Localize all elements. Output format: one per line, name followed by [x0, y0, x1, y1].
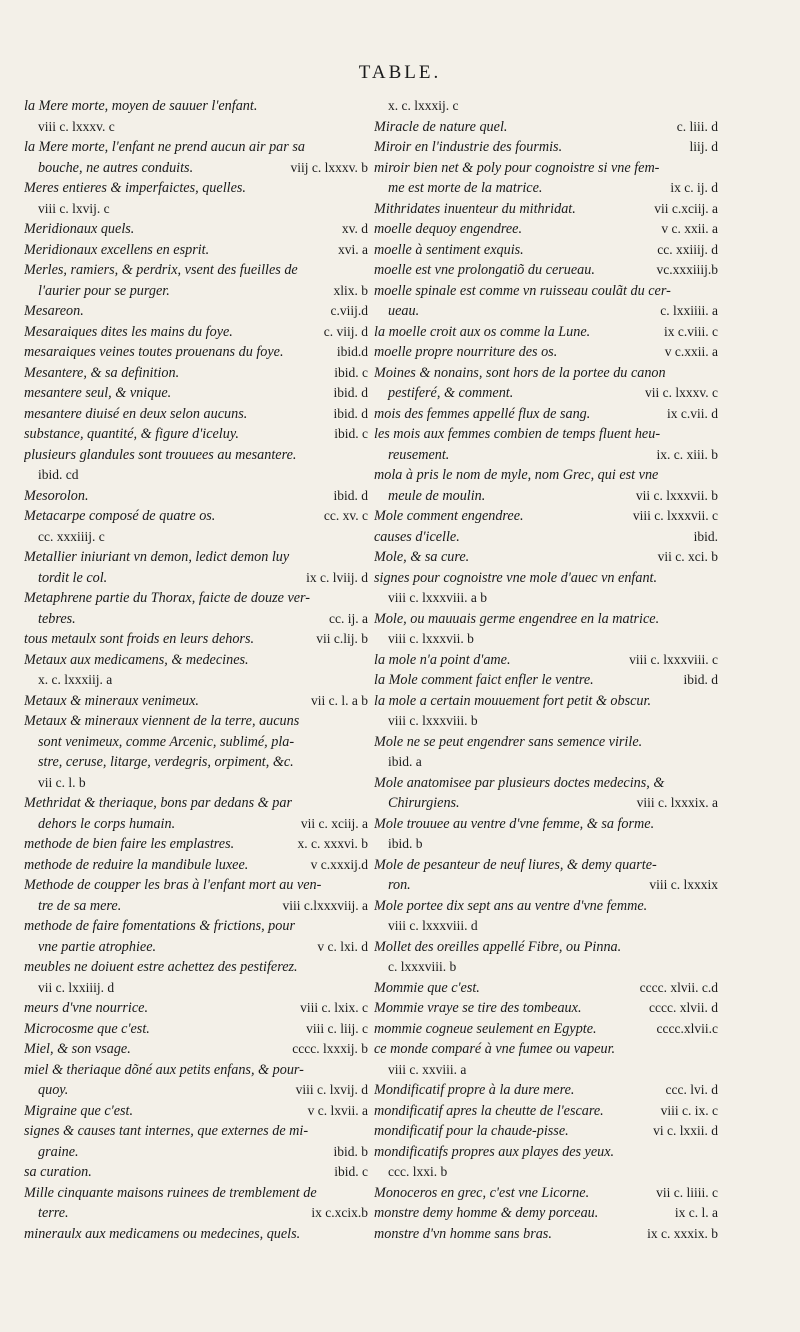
index-entry	[374, 137, 718, 158]
index-entry	[24, 445, 368, 486]
entry-text: terre.	[38, 1205, 69, 1221]
entry-text: les mois aux femmes combien de temps fluent heu-	[374, 426, 661, 442]
page-reference: v c. lxi. d	[313, 937, 368, 958]
entry-text: methode de bien faire les emplastres.	[24, 836, 235, 852]
entry-text: Chirurgiens.	[388, 795, 460, 811]
page-reference: xvi. a	[334, 240, 368, 261]
entry-text: Methode de coupper les bras à l'enfant mort au ven-	[24, 877, 322, 893]
page-reference: viii c. lxxxv. c	[38, 118, 115, 134]
page-reference: viii c. lxxxviii. a b	[388, 590, 487, 605]
index-entry	[374, 158, 718, 199]
page-reference: ibid.d	[333, 342, 368, 363]
entry-text: Mole de pesanteur de neuf liures, & demy quarte-	[374, 856, 657, 873]
page-reference: cccc.xlvii.c	[653, 1019, 718, 1040]
entry-text: la Mole comment faict enfler le ventre.	[374, 672, 594, 688]
index-entry	[24, 404, 368, 425]
page-reference: viii c. lxix. c	[296, 998, 368, 1019]
index-entry	[24, 506, 368, 527]
entry-text: Mondificatif propre à la dure mere.	[374, 1082, 575, 1098]
page-reference: viii c. lxvij. d	[292, 1080, 368, 1101]
index-entry	[374, 691, 718, 732]
page-reference: vii c. xci. b	[654, 547, 718, 568]
entry-text: Meres entieres & imperfaictes, quelles.	[24, 180, 246, 196]
page-reference: viii c. ix. c	[657, 1101, 718, 1122]
index-entry	[24, 363, 368, 384]
entry-text: Metaux & mineraux viennent de la terre, aucuns	[24, 713, 300, 729]
page-reference: ix c.viii. c	[660, 322, 718, 343]
index-entry	[24, 998, 368, 1019]
index-entry	[24, 957, 368, 998]
entry-text: mondificatif apres la cheutte de l'escare.	[374, 1102, 604, 1119]
page-reference: v c. lxvii. a	[304, 1101, 368, 1122]
page-reference: ix c. ij. d	[666, 178, 718, 199]
index-entry	[374, 670, 718, 691]
entry-text: me est morte de la matrice.	[388, 180, 543, 196]
index-entry	[24, 834, 368, 855]
entry-text: Moines & nonains, sont hors de la portee du canon	[374, 364, 666, 381]
index-entry	[374, 1019, 718, 1040]
entry-text: la Mere morte, moyen de sauuer l'enfant.	[24, 98, 258, 114]
page-reference: ix c.vii. d	[663, 404, 718, 425]
page-reference: ccc. lxxi. b	[388, 1164, 448, 1179]
page-reference: vc.xxxiiij.b	[653, 260, 719, 281]
entry-text: causes d'icelle.	[374, 528, 460, 545]
page-reference: ix c. xxxix. b	[643, 1224, 718, 1245]
page-reference: ibid. cd	[38, 467, 79, 482]
index-entry	[374, 814, 718, 855]
index-entry	[24, 1060, 368, 1101]
entry-text: Metaux & mineraux venimeux.	[24, 692, 199, 709]
entry-text: reusement.	[388, 446, 450, 463]
entry-text: mommie cogneue seulement en Egypte.	[374, 1020, 597, 1037]
page-reference: ccc. lvi. d	[662, 1080, 718, 1101]
entry-text: Metaphrene partie du Thorax, faicte de douze ver-	[24, 590, 311, 606]
entry-text: sa curation.	[24, 1164, 92, 1180]
index-entry	[24, 1162, 368, 1183]
index-entry	[24, 875, 368, 916]
page-reference: viii c. lxxxviii. d	[388, 918, 478, 933]
entry-text: mola à pris le nom de myle, nom Grec, qui est vne	[374, 467, 659, 483]
index-entry	[374, 240, 718, 261]
entry-text: stre, ceruse, litarge, verdegris, orpiment, &c.	[38, 754, 294, 770]
page-reference: cc. xxxiiij. c	[38, 528, 105, 544]
index-entry	[24, 527, 368, 548]
page-reference: ibid. b	[329, 1142, 368, 1163]
index-entry	[374, 117, 718, 138]
entry-text: Meridionaux excellens en esprit.	[24, 241, 210, 258]
entry-text: substance, quantité, & figure d'iceluy.	[24, 426, 239, 442]
entry-text: meurs d'vne nourrice.	[24, 1000, 148, 1016]
entry-text: Meridionaux quels.	[24, 221, 135, 237]
index-entry	[374, 547, 718, 568]
page-reference: vii c. lxxxv. c	[641, 383, 718, 404]
entry-text: graine.	[38, 1143, 79, 1160]
index-entry	[374, 342, 718, 363]
entry-text: ce monde comparé à vne fumee ou vapeur.	[374, 1041, 616, 1057]
page-reference: cccc. xlvii. c.d	[636, 978, 718, 999]
page-reference: c. lxxxviii. b	[388, 959, 457, 974]
index-entry	[24, 383, 368, 404]
index-entry	[374, 96, 718, 117]
page-reference: ibid. c	[330, 424, 368, 445]
entry-text: ueau.	[388, 303, 420, 319]
page-reference: x. c. xxxvi. b	[294, 834, 369, 855]
page-reference: x. c. lxxxij. c	[388, 98, 459, 113]
index-entry	[374, 650, 718, 671]
entry-text: Monoceros en grec, c'est vne Licorne.	[374, 1184, 590, 1201]
index-entry	[24, 691, 368, 712]
page-reference: vii c. l. b	[38, 774, 86, 790]
index-entry	[24, 1019, 368, 1040]
entry-text: Methridat & theriaque, bons par dedans & par	[24, 795, 292, 811]
page-reference: ix c. lviij. d	[302, 568, 368, 589]
index-entry	[374, 1224, 718, 1245]
entry-text: dehors le corps humain.	[38, 815, 176, 832]
entry-text: miel & theriaque dõné aux petits enfans, & pour-	[24, 1061, 304, 1078]
index-entry	[374, 896, 718, 937]
index-entry	[374, 1142, 718, 1183]
index-entry	[374, 855, 718, 896]
entry-text: moelle spinale est comme vn ruisseau coulãt du cer-	[374, 282, 671, 299]
page-reference: cccc. lxxxij. b	[288, 1039, 368, 1060]
entry-text: Mille cinquante maisons ruinees de tremblement de	[24, 1184, 317, 1201]
page-reference: viii c. lxxxix	[645, 875, 718, 896]
page-reference: ibid. b	[388, 836, 423, 851]
entry-text: la mole a certain mouuement fort petit & obscur.	[374, 692, 652, 709]
index-entry	[24, 650, 368, 691]
entry-text: mesantere diuisé en deux selon aucuns.	[24, 405, 248, 422]
index-entry	[374, 281, 718, 322]
entry-text: pestiferé, & comment.	[388, 385, 514, 401]
entry-text: Mesantere, & sa definition.	[24, 364, 180, 381]
entry-text: tre de sa mere.	[38, 897, 122, 914]
index-entry	[24, 137, 368, 178]
entry-text: la Mere morte, l'enfant ne prend aucun air par sa	[24, 139, 305, 155]
index-entry	[24, 1121, 368, 1162]
entry-text: Merles, ramiers, & perdrix, vsent des fueilles de	[24, 262, 298, 278]
page-reference: v c.xxxij.d	[307, 855, 368, 876]
page-reference: vii c. xciij. a	[297, 814, 368, 835]
entry-text: Mollet des oreilles appellé Fibre, ou Pinna.	[374, 938, 622, 955]
entry-text: moelle est vne prolongatiõ du cerueau.	[374, 262, 595, 278]
index-entry	[24, 424, 368, 445]
index-entry	[24, 711, 368, 793]
entry-text: Migraine que c'est.	[24, 1102, 134, 1119]
index-entry	[24, 1224, 368, 1245]
index-entry	[24, 547, 368, 588]
page-reference: ibid. d	[329, 486, 368, 507]
entry-text: signes pour cognoistre vne mole d'auec vn enfant.	[374, 569, 658, 586]
entry-text: moelle propre nourriture des os.	[374, 344, 558, 360]
page-reference: vi c. lxxii. d	[649, 1121, 718, 1142]
entry-text: monstre d'vn homme sans bras.	[374, 1225, 552, 1242]
entry-text: mesaraiques veines toutes prouenans du foye.	[24, 344, 284, 360]
index-entry	[374, 1183, 718, 1204]
page-reference: ibid. d	[679, 670, 718, 691]
index-entry	[24, 96, 368, 137]
page-reference: viii c. liij. c	[302, 1019, 368, 1040]
page-reference: ibid.	[690, 527, 718, 548]
index-entry	[24, 240, 368, 261]
index-entry	[374, 937, 718, 978]
page-reference: x. c. lxxxiij. a	[38, 672, 113, 687]
entry-text: monstre demy homme & demy porceau.	[374, 1205, 599, 1221]
page-reference: ibid. c	[330, 1162, 368, 1183]
entry-text: Mole, & sa cure.	[374, 549, 470, 565]
page-reference: viii c.lxxxviij. a	[279, 896, 369, 917]
index-entry	[24, 1039, 368, 1060]
index-entry	[24, 1183, 368, 1224]
entry-text: Mesaraiques dites les mains du foye.	[24, 323, 233, 340]
entry-text: bouche, ne autres conduits.	[38, 159, 194, 176]
entry-text: plusieurs glandules sont trouuees au mesantere.	[24, 446, 297, 463]
entry-text: Mole, ou mauuais germe engendree en la matrice.	[374, 610, 660, 627]
page-reference: v c.xxii. a	[661, 342, 718, 363]
index-entry	[24, 855, 368, 876]
index-entry	[374, 773, 718, 814]
index-entry	[374, 609, 718, 650]
page-reference: vii c. lxxxvii. b	[632, 486, 718, 507]
index-entry	[24, 260, 368, 301]
page-reference: ibid. a	[388, 754, 422, 769]
page-reference: xv. d	[338, 219, 368, 240]
entry-text: Mole portee dix sept ans au ventre d'vne femme.	[374, 897, 648, 914]
entry-text: sont venimeux, comme Arcenic, sublimé, pla-	[38, 733, 295, 750]
entry-text: mondificatif pour la chaude-pisse.	[374, 1123, 569, 1139]
index-entry	[24, 301, 368, 322]
index-entry	[374, 363, 718, 404]
index-entry	[374, 978, 718, 999]
index-entry	[24, 486, 368, 507]
page-reference: viii c. xxviii. a	[388, 1061, 467, 1077]
entry-text: Mole anatomisee par plusieurs doctes medecins, &	[374, 774, 665, 791]
entry-text: signes & causes tant internes, que externes de mi-	[24, 1123, 309, 1139]
page-reference: ibid. d	[329, 383, 368, 404]
index-entry	[374, 260, 718, 281]
page-title: TABLE.	[358, 62, 442, 83]
entry-text: Metallier iniuriant vn demon, ledict demon luy	[24, 549, 290, 565]
page-reference: c. lxxiiii. a	[656, 301, 718, 322]
index-entry	[24, 793, 368, 834]
page-reference: viii c. lxxxvii. c	[629, 506, 718, 527]
entry-text: tordit le col.	[38, 569, 108, 586]
index-entry	[374, 998, 718, 1019]
page-reference: viii c. lxxxix. a	[633, 793, 718, 814]
page-reference: ix c. l. a	[671, 1203, 718, 1224]
entry-text: Mommie vraye se tire des tombeaux.	[374, 1000, 582, 1016]
index-entry	[24, 588, 368, 629]
page-reference: ibid. d	[329, 404, 368, 425]
index-entry	[374, 1101, 718, 1122]
index-entry	[24, 1101, 368, 1122]
entry-text: Mesorolon.	[24, 487, 89, 504]
entry-text: Mole trouuee au ventre d'vne femme, & sa forme.	[374, 815, 655, 832]
page-reference: ibid. c	[330, 363, 368, 384]
index-entry	[374, 219, 718, 240]
page-reference: xlix. b	[329, 281, 368, 302]
entry-text: meule de moulin.	[388, 487, 486, 504]
index-entry	[374, 568, 718, 609]
page-reference: vii c.lij. b	[312, 629, 368, 650]
entry-text: mondificatifs propres aux playes des yeux.	[374, 1143, 615, 1160]
entry-text: meubles ne doiuent estre achettez des pestiferez.	[24, 959, 298, 975]
entry-text: moelle à sentiment exquis.	[374, 241, 524, 258]
index-column-right	[374, 96, 718, 1244]
entry-text: miroir bien net & poly pour cognoistre si vne fem-	[374, 159, 660, 176]
index-entry	[374, 199, 718, 220]
entry-text: Mole ne se peut engendrer sans semence virile.	[374, 733, 643, 750]
entry-text: la mole n'a point d'ame.	[374, 651, 511, 668]
entry-text: Mesareon.	[24, 303, 84, 319]
entry-text: Miroir en l'industrie des fourmis.	[374, 139, 563, 155]
page-reference: c.viij.d	[327, 301, 369, 322]
entry-text: Miracle de nature quel.	[374, 118, 508, 135]
page-reference: c. liii. d	[673, 117, 718, 138]
page-reference: cc. ij. a	[325, 609, 368, 630]
page-reference: cc. xv. c	[320, 506, 368, 527]
entry-text: moelle dequoy engendree.	[374, 221, 522, 237]
index-entry	[24, 219, 368, 240]
entry-text: l'aurier pour se purger.	[38, 282, 170, 299]
index-entry	[374, 424, 718, 465]
page-reference: viii c. lxvij. c	[38, 200, 110, 216]
index-entry	[374, 527, 718, 548]
index-entry	[374, 732, 718, 773]
entry-text: Mithridates inuenteur du mithridat.	[374, 200, 576, 217]
index-entry	[374, 1121, 718, 1142]
index-entry	[374, 1203, 718, 1224]
index-entry	[374, 404, 718, 425]
page-reference: cc. xxiiij. d	[653, 240, 718, 261]
page-reference: viij c. lxxxv. b	[287, 158, 369, 179]
entry-text: quoy.	[38, 1082, 69, 1098]
page-reference: vii c. liiii. c	[652, 1183, 718, 1204]
index-entry	[24, 916, 368, 957]
page-reference: viii c. lxxxviii. b	[388, 713, 478, 728]
index-entry	[374, 506, 718, 527]
index-entry	[24, 342, 368, 363]
entry-text: Mommie que c'est.	[374, 979, 480, 996]
entry-text: Microcosme que c'est.	[24, 1020, 150, 1037]
page-reference: viii c. lxxxvii. b	[388, 631, 474, 646]
page-reference: vii c. lxxiiij. d	[38, 979, 115, 995]
entry-text: Metaux aux medicamens, & medecines.	[24, 651, 249, 668]
page-reference: ix c.xcix.b	[307, 1203, 368, 1224]
entry-text: Mole comment engendree.	[374, 508, 524, 524]
entry-text: la moelle croit aux os comme la Lune.	[374, 323, 591, 340]
index-entry	[374, 322, 718, 343]
index-entry	[374, 1039, 718, 1080]
index-entry	[374, 1080, 718, 1101]
entry-text: tebres.	[38, 610, 76, 627]
index-entry	[374, 465, 718, 506]
entry-text: methode de reduire la mandibule luxee.	[24, 856, 249, 873]
index-entry	[24, 629, 368, 650]
page-reference: c. viij. d	[320, 322, 368, 343]
entry-text: mesantere seul, & vnique.	[24, 385, 172, 401]
index-entry	[24, 178, 368, 219]
entry-text: mois des femmes appellé flux de sang.	[374, 405, 591, 422]
entry-text: mineraulx aux medicamens ou medecines, quels.	[24, 1225, 301, 1242]
page-reference: viii c. lxxxviii. c	[625, 650, 718, 671]
entry-text: ron.	[388, 877, 411, 893]
entry-text: Miel, & son vsage.	[24, 1041, 131, 1057]
entry-text: methode de faire fomentations & frictions, pour	[24, 918, 295, 934]
entry-text: vne partie atrophiee.	[38, 938, 157, 955]
index-column-left	[24, 96, 368, 1244]
page-reference: vii c. l. a b	[307, 691, 368, 712]
page-reference: cccc. xlvii. d	[645, 998, 718, 1019]
page-reference: vii c.xciij. a	[650, 199, 718, 220]
index-entry	[24, 322, 368, 343]
entry-text: tous metaulx sont froids en leurs dehors.	[24, 631, 255, 647]
page-reference: v c. xxii. a	[657, 219, 718, 240]
page-reference: ix. c. xiii. b	[653, 445, 719, 466]
page-reference: liij. d	[685, 137, 718, 158]
entry-text: Metacarpe composé de quatre os.	[24, 508, 216, 524]
